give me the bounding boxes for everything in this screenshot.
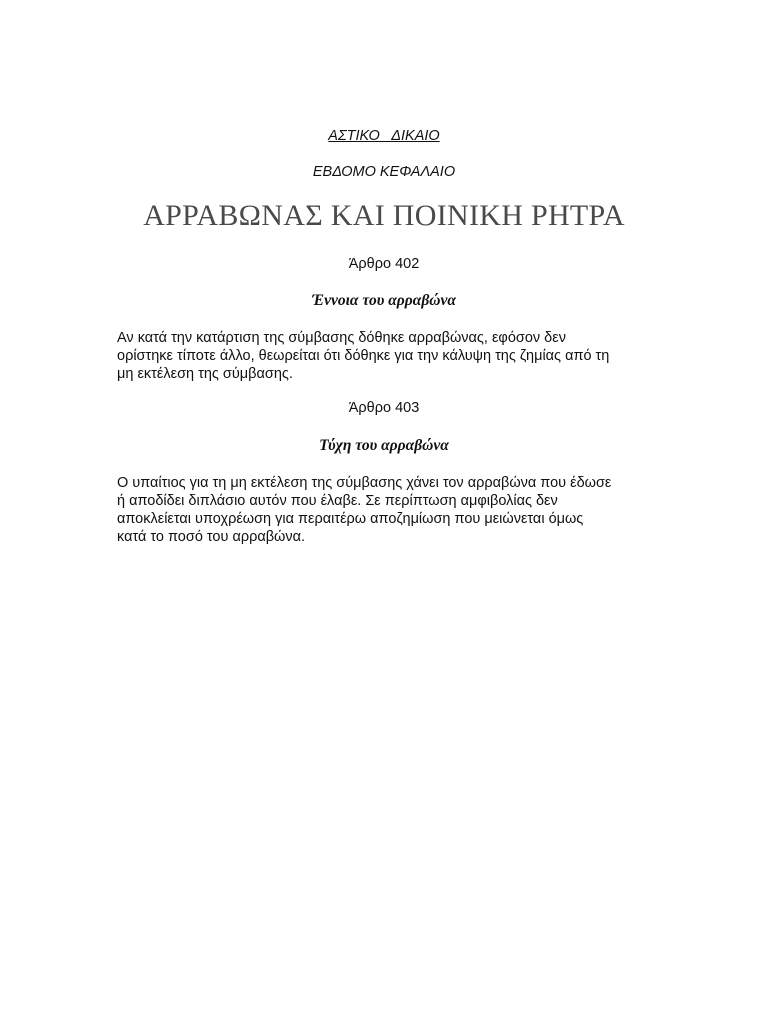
document-title: ΑΡΡΑΒΩΝΑΣ ΚΑΙ ΠΟΙΝΙΚΗ ΡΗΤΡΑ	[143, 199, 625, 232]
text-line: αποκλείεται υποχρέωση για περαιτέρω αποζημίωση που μειώνεται όμως	[117, 511, 584, 527]
chapter-heading: ΕΒΔΟΜΟ ΚΕΦΑΛΑΙΟ	[312, 164, 456, 180]
text-line: Αν κατά την κατάρτιση της σύμβασης δόθηκε αρραβώνας, εφόσον δεν	[117, 330, 566, 346]
text-line: μη εκτέλεση της σύμβασης.	[117, 366, 293, 382]
text-line: ή αποδίδει διπλάσιο αυτόν που έλαβε. Σε περίπτωση αμφιβολίας δεν	[117, 493, 558, 509]
article-number-402: Άρθρο 402	[348, 256, 420, 272]
text-line: ορίστηκε τίποτε άλλο, θεωρείται ότι δόθηκε για την κάλυψη της ζημίας από τη	[117, 348, 610, 364]
article-heading-403: Τύχη του αρραβώνα	[319, 437, 449, 454]
law-heading: ΑΣΤΙΚΟ ΔΙΚΑΙΟ	[328, 128, 440, 144]
article-text-402	[117, 329, 657, 383]
article-text-403	[117, 474, 657, 546]
text-line: Ο υπαίτιος για τη μη εκτέλεση της σύμβασης χάνει τον αρραβώνα που έδωσε	[117, 475, 612, 491]
article-number-403: Άρθρο 403	[348, 400, 420, 416]
article-heading-402: Έννοια του αρραβώνα	[312, 292, 456, 309]
text-line: κατά το ποσό του αρραβώνα.	[117, 529, 306, 545]
